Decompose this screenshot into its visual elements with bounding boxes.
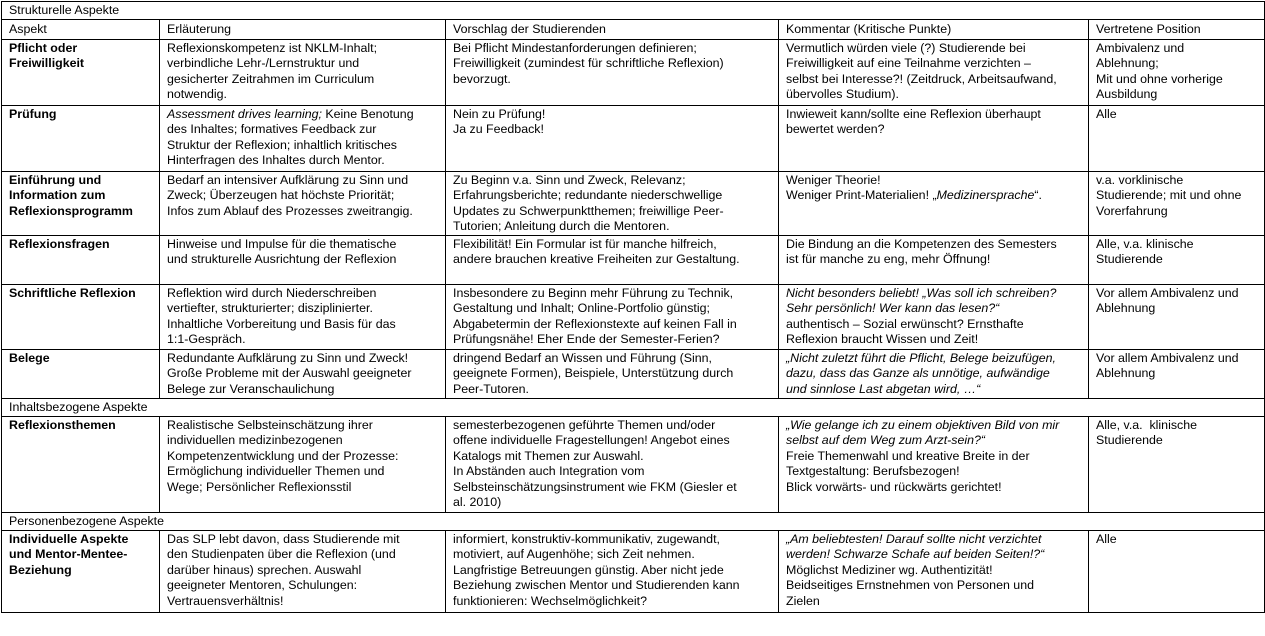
erlaeuterung-cell: Reflexionskompetenz ist NKLM-Inhalt; verbindliche Lehr-/Lernstruktur und gesicherter Zeitrahmen im Curriculum notwendig. bbox=[160, 40, 446, 106]
position-cell: Vor allem Ambivalenz und Ablehnung bbox=[1089, 350, 1265, 399]
position-cell: Vor allem Ambivalenz und Ablehnung bbox=[1089, 285, 1265, 350]
erlaeuterung-cell: Redundante Aufklärung zu Sinn und Zweck! Große Probleme mit der Auswahl geeigneter Belege zur Veranschaulichung bbox=[160, 350, 446, 399]
position-cell: Alle, v.a. klinische Studierende bbox=[1089, 417, 1265, 513]
kommentar-cell: Die Bindung an die Kompetenzen des Semesters ist für manche zu eng, mehr Öffnung! bbox=[779, 236, 1089, 285]
table-row bbox=[2, 172, 1265, 236]
section-heading-structural: Strukturelle Aspekte bbox=[2, 2, 1265, 20]
kommentar-cell: „Nicht zuletzt führt die Pflicht, Belege beizufügen, dazu, dass das Ganze als unnötige, aufwändige und sinnlose Last abgetan wird, …“ bbox=[779, 350, 1089, 399]
table-row bbox=[2, 531, 1265, 613]
table-row bbox=[2, 350, 1265, 399]
position-cell: Alle, v.a. klinische Studierende bbox=[1089, 236, 1265, 285]
vorschlag-cell: Nein zu Prüfung! Ja zu Feedback! bbox=[446, 106, 779, 172]
position-cell: v.a. vorklinische Studierende; mit und ohne Vorerfahrung bbox=[1089, 172, 1265, 236]
aspect-cell: Einführung und Information zum Reflexionsprogramm bbox=[2, 172, 160, 236]
aspect-cell: Reflexionsfragen bbox=[2, 236, 160, 285]
vorschlag-cell: Zu Beginn v.a. Sinn und Zweck, Relevanz; Erfahrungsberichte; redundante niederschwellige Updates zu Schwerpunktthemen; freiwillige Peer- Tutorien; Anleitung durch die Mentoren. bbox=[446, 172, 779, 236]
table-row bbox=[2, 106, 1265, 172]
aspect-cell: Prüfung bbox=[2, 106, 160, 172]
vorschlag-cell: semesterbezogenen geführte Themen und/oder offene individuelle Fragestellungen! Angebot eines Katalogs mit Themen zur Auswahl. In Abständen auch Integration vom Selbsteinschätzungsinstrument wie FKM (Giesler et al. 2010) bbox=[446, 417, 779, 513]
aspect-cell: Belege bbox=[2, 350, 160, 399]
column-header-vorschlag: Vorschlag der Studierenden bbox=[446, 20, 779, 40]
vorschlag-cell: Insbesondere zu Beginn mehr Führung zu Technik, Gestaltung und Inhalt; Online-Portfolio günstig; Abgabetermin der Reflexionstexte auf keinen Fall in Prüfungsnähe! Eher Ende der Semester-Ferien? bbox=[446, 285, 779, 350]
column-header-aspekt: Aspekt bbox=[2, 20, 160, 40]
position-cell: Ambivalenz und Ablehnung; Mit und ohne vorherige Ausbildung bbox=[1089, 40, 1265, 106]
kommentar-cell: Vermutlich würden viele (?) Studierende bei Freiwilligkeit auf eine Teilnahme verzichten – selbst bei Interesse?! (Zeitdruck, Arbeitsaufwand, übervolles Studium). bbox=[779, 40, 1089, 106]
aspect-cell: Individuelle Aspekte und Mentor-Mentee- Beziehung bbox=[2, 531, 160, 613]
reflection-aspects-table bbox=[1, 1, 1265, 613]
column-header-position: Vertretene Position bbox=[1089, 20, 1265, 40]
erlaeuterung-cell: Reflektion wird durch Niederschreiben vertiefter, strukturierter; disziplinierter. Inhaltliche Vorbereitung und Basis für das 1:1-Gespräch. bbox=[160, 285, 446, 350]
vorschlag-cell: Bei Pflicht Mindestanforderungen definieren; Freiwilligkeit (zumindest für schriftliche Reflexion) bevorzugt. bbox=[446, 40, 779, 106]
table-row bbox=[2, 285, 1265, 350]
erlaeuterung-cell: Assessment drives learning; Keine Benotung des Inhaltes; formatives Feedback zur Struktur der Reflexion; inhaltlich kritisches Hinterfragen des Inhaltes durch Mentor. bbox=[160, 106, 446, 172]
kommentar-cell: Inwieweit kann/sollte eine Reflexion überhaupt bewertet werden? bbox=[779, 106, 1089, 172]
kommentar-cell: Nicht besonders beliebt! „Was soll ich schreiben? Sehr persönlich! Wer kann das lesen?“ authentisch – Sozial erwünscht? Ernsthafte Reflexion braucht Wissen und Zeit! bbox=[779, 285, 1089, 350]
kommentar-cell: Weniger Theorie! Weniger Print-Materialien! „Medizinersprache“. bbox=[779, 172, 1089, 236]
aspect-cell: Schriftliche Reflexion bbox=[2, 285, 160, 350]
section-heading-personal: Personenbezogene Aspekte bbox=[2, 513, 1265, 531]
erlaeuterung-cell: Hinweise und Impulse für die thematische und strukturelle Ausrichtung der Reflexion bbox=[160, 236, 446, 285]
table-header-row bbox=[2, 20, 1265, 40]
table-row bbox=[2, 40, 1265, 106]
erlaeuterung-cell: Das SLP lebt davon, dass Studierende mit den Studienpaten über die Reflexion (und darüber hinaus) sprechen. Auswahl geeigneter Mentoren, Schulungen: Vertrauensverhältnis! bbox=[160, 531, 446, 613]
erlaeuterung-cell: Bedarf an intensiver Aufklärung zu Sinn und Zweck; Überzeugen hat höchste Priorität; Infos zum Ablauf des Prozesses zweitrangig. bbox=[160, 172, 446, 236]
table-row bbox=[2, 417, 1265, 513]
erlaeuterung-cell: Realistische Selbsteinschätzung ihrer individuellen medizinbezogenen Kompetenzentwicklung und der Prozesse: Ermöglichung individueller Themen und Wege; Persönlicher Reflexionsstil bbox=[160, 417, 446, 513]
vorschlag-cell: informiert, konstruktiv-kommunikativ, zugewandt, motiviert, auf Augenhöhe; sich Zeit nehmen. Langfristige Betreuungen günstig. Aber nicht jede Beziehung zwischen Mentor und Studierenden kann funktionieren: Wechselmöglichkeit? bbox=[446, 531, 779, 613]
vorschlag-cell: dringend Bedarf an Wissen und Führung (Sinn, geeignete Formen), Beispiele, Unterstützung durch Peer-Tutoren. bbox=[446, 350, 779, 399]
aspect-cell: Reflexionsthemen bbox=[2, 417, 160, 513]
table-row bbox=[2, 236, 1265, 285]
position-cell: Alle bbox=[1089, 106, 1265, 172]
section-heading-content: Inhaltsbezogene Aspekte bbox=[2, 399, 1265, 417]
position-cell: Alle bbox=[1089, 531, 1265, 613]
aspect-cell: Pflicht oder Freiwilligkeit bbox=[2, 40, 160, 106]
kommentar-cell: „Am beliebtesten! Darauf sollte nicht verzichtet werden! Schwarze Schafe auf beiden Seiten!?“ Möglichst Mediziner wg. Authentizität! Beidseitiges Ernstnehmen von Personen und Zielen bbox=[779, 531, 1089, 613]
kommentar-cell: „Wie gelange ich zu einem objektiven Bild von mir selbst auf dem Weg zum Arzt-sein?“ Freie Themenwahl und kreative Breite in der Textgestaltung: Berufsbezogen! Blick vorwärts- und rückwärts gerichtet! bbox=[779, 417, 1089, 513]
column-header-kommentar: Kommentar (Kritische Punkte) bbox=[779, 20, 1089, 40]
vorschlag-cell: Flexibilität! Ein Formular ist für manche hilfreich, andere brauchen kreative Freiheiten zur Gestaltung. bbox=[446, 236, 779, 285]
column-header-erlaeuterung: Erläuterung bbox=[160, 20, 446, 40]
